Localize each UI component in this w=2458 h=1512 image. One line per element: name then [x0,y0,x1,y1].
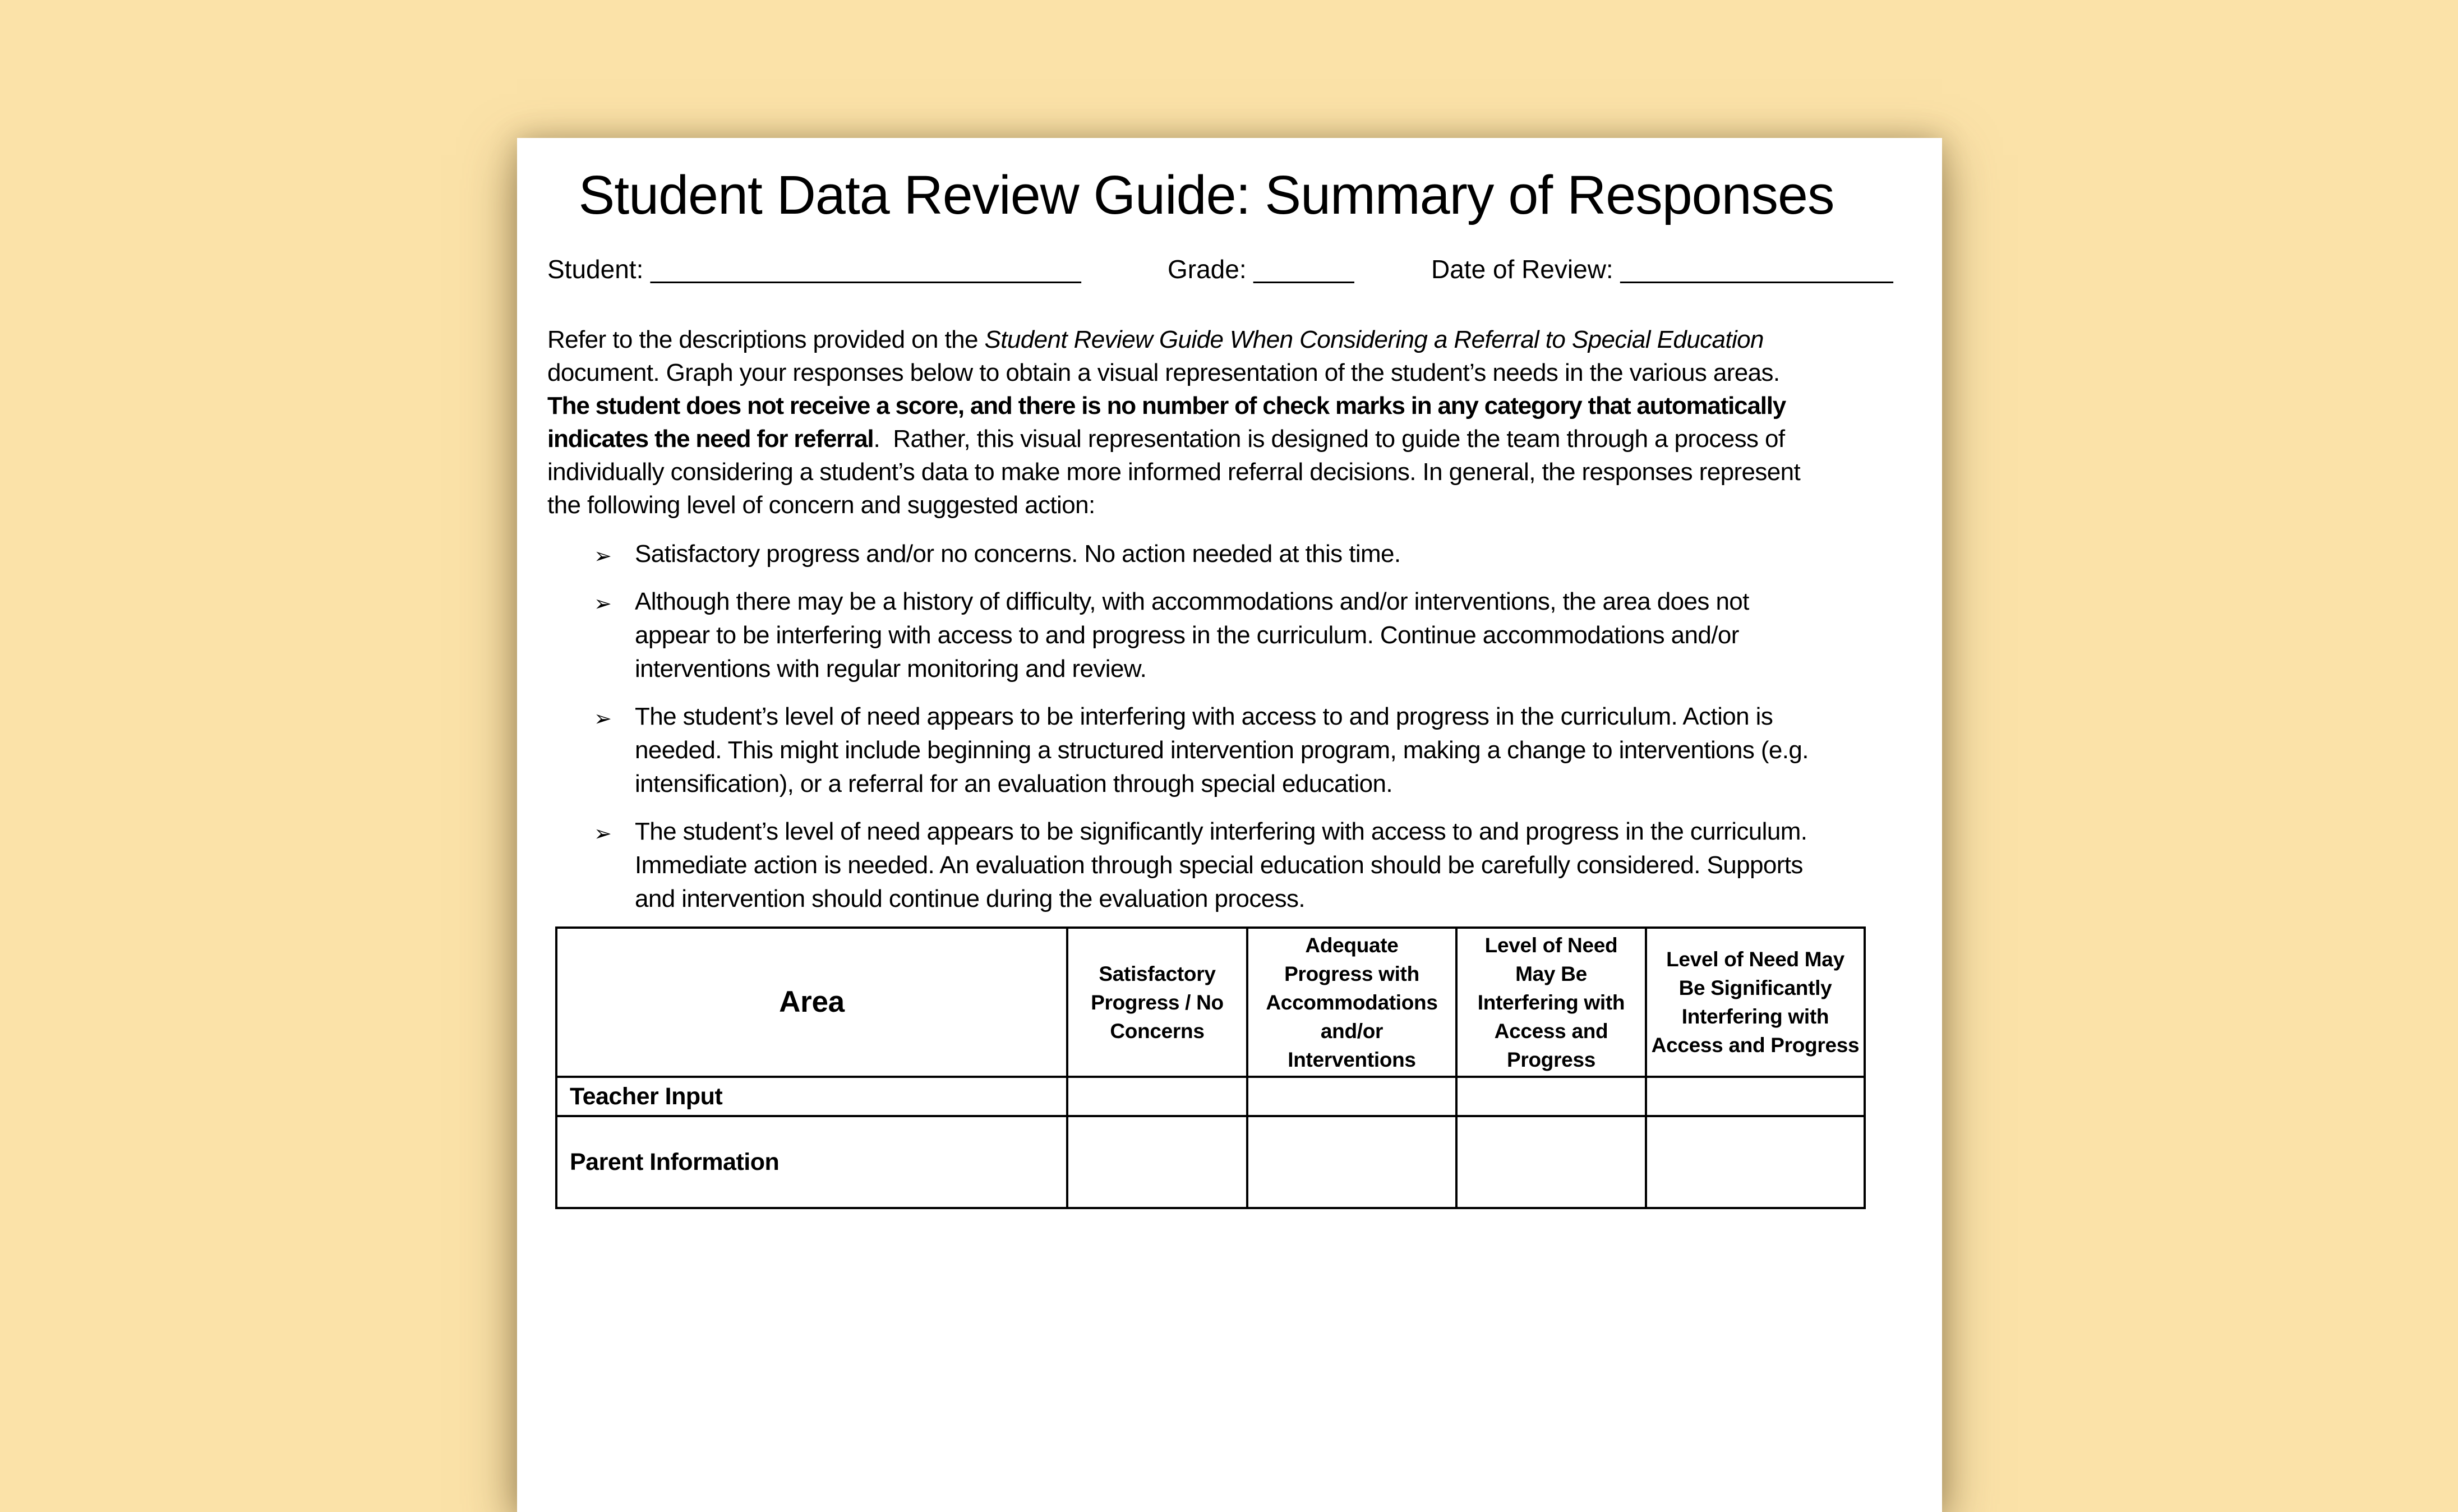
table-body [556,1077,1865,1208]
intro-text-run: indicates the need for referral [547,425,874,453]
student-field [547,252,1081,286]
response-cell [1067,1077,1247,1116]
column-header-line: Interventions [1288,1048,1416,1071]
date-of-review-label: Date of Review: [1431,255,1613,284]
intro-text-run: Refer to the descriptions provided on the [547,326,985,353]
response-cell [1456,1077,1646,1116]
bullet-line: needed. This might include beginning a structured intervention program, making a change to interventions (e.g. [635,736,1809,764]
arrow-bullet-icon: ➢ [594,543,612,568]
column-header-line: Level of Need [1484,933,1618,957]
table-row [556,1116,1865,1208]
bullet-line: Although there may be a history of difficulty, with accommodations and/or interventions, the area does not [635,588,1749,615]
concern-level-bullet-list [594,537,1809,930]
intro-text-run: document. Graph your responses below to obtain a visual representation of the student’s needs in the various areas. [547,359,1780,386]
bullet-line: interventions with regular monitoring and review. [635,655,1147,683]
bullet-line: appear to be interfering with access to and progress in the curriculum. Continue accommodations and/or [635,621,1739,649]
table-row [556,1077,1865,1116]
intro-line [547,488,1800,522]
intro-line [547,356,1800,389]
intro-line [547,455,1800,488]
column-header-line: Accommodations [1266,990,1438,1014]
intro-text-run: the following level of concern and suggested action: [547,491,1095,519]
column-header-line: Progress with [1284,962,1419,985]
column-header-line: Satisfactory [1099,962,1216,985]
intro-line [547,422,1800,455]
intro-paragraph [547,323,1800,522]
summary-of-responses-table [555,926,1866,1209]
bullet-line: Satisfactory progress and/or no concerns. No action needed at this time. [635,540,1401,568]
grade-label: Grade: [1168,255,1247,284]
intro-line [547,323,1800,356]
bullet-item [594,815,1809,916]
response-cell [1247,1077,1456,1116]
column-header-line: May Be [1515,962,1587,985]
column-header-line: Adequate [1305,933,1399,957]
column-header-line: Access and [1494,1019,1608,1043]
intro-text-run: The student does not receive a score, and there is no number of check marks in any category that automatically [547,392,1786,420]
bullet-item [594,537,1809,571]
arrow-bullet-icon: ➢ [594,821,612,846]
arrow-bullet-icon: ➢ [594,706,612,731]
column-header-line: Level of Need May [1666,948,1844,971]
table-header [556,928,1865,1077]
summary-table-container [555,926,1864,1209]
column-header [1247,928,1456,1077]
column-header-line: Concerns [1110,1019,1205,1043]
column-header [1067,928,1247,1077]
column-header-line: Interfering with [1681,1005,1829,1028]
column-header [556,928,1067,1077]
area-cell: Teacher Input [556,1077,1067,1116]
bullet-text [635,700,1809,801]
response-cell [1067,1116,1247,1208]
date-blank-line: ___________________ [1620,255,1893,284]
intro-line [547,389,1800,422]
student-info-line [547,252,1893,288]
bullet-item [594,700,1809,801]
arrow-bullet-icon: ➢ [594,591,612,616]
response-cell [1646,1116,1865,1208]
bullet-line: and intervention should continue during the evaluation process. [635,885,1306,912]
table-header-row [556,928,1865,1077]
grade-field [1168,252,1354,286]
column-header-line: Progress / No [1091,990,1224,1014]
response-cell [1247,1116,1456,1208]
bullet-text [635,815,1809,916]
grade-blank-line: _______ [1253,255,1354,284]
bullet-text [635,585,1809,686]
bullet-line: The student’s level of need appears to be interfering with access to and progress in the curriculum. Action is [635,703,1773,730]
column-header-line: Progress [1506,1048,1595,1071]
bullet-line: The student’s level of need appears to be significantly interfering with access to and progress in the curriculum. [635,818,1807,845]
column-header-line: Area [779,985,845,1018]
bullet-text [635,537,1809,571]
page-title: Student Data Review Guide: Summary of Responses [578,164,1834,225]
response-cell [1456,1116,1646,1208]
column-header-line: Access and Progress [1651,1034,1860,1057]
worksheet-page [517,138,1942,1512]
column-header-line: and/or [1320,1019,1384,1043]
column-header-line: Be Significantly [1678,976,1832,999]
intro-text-run: individually considering a student’s data to make more informed referral decisions. In general, the responses represent [547,458,1801,486]
student-blank-line: ______________________________ [651,255,1081,284]
intro-text-run: Student Review Guide When Considering a Referral to Special Education [984,326,1764,353]
area-cell: Parent Information [556,1116,1067,1208]
bullet-item [594,585,1809,686]
intro-text-run: . Rather, this visual representation is designed to guide the team through a process of [873,425,1785,453]
bullet-line: Immediate action is needed. An evaluation through special education should be carefully considered. Supports [635,851,1803,879]
bullet-line: intensification), or a referral for an evaluation through special education. [635,770,1392,798]
column-header [1646,928,1865,1077]
column-header-line: Interfering with [1477,990,1625,1014]
column-header [1456,928,1646,1077]
response-cell [1646,1077,1865,1116]
student-label: Student: [547,255,644,284]
date-of-review-field [1431,252,1893,286]
